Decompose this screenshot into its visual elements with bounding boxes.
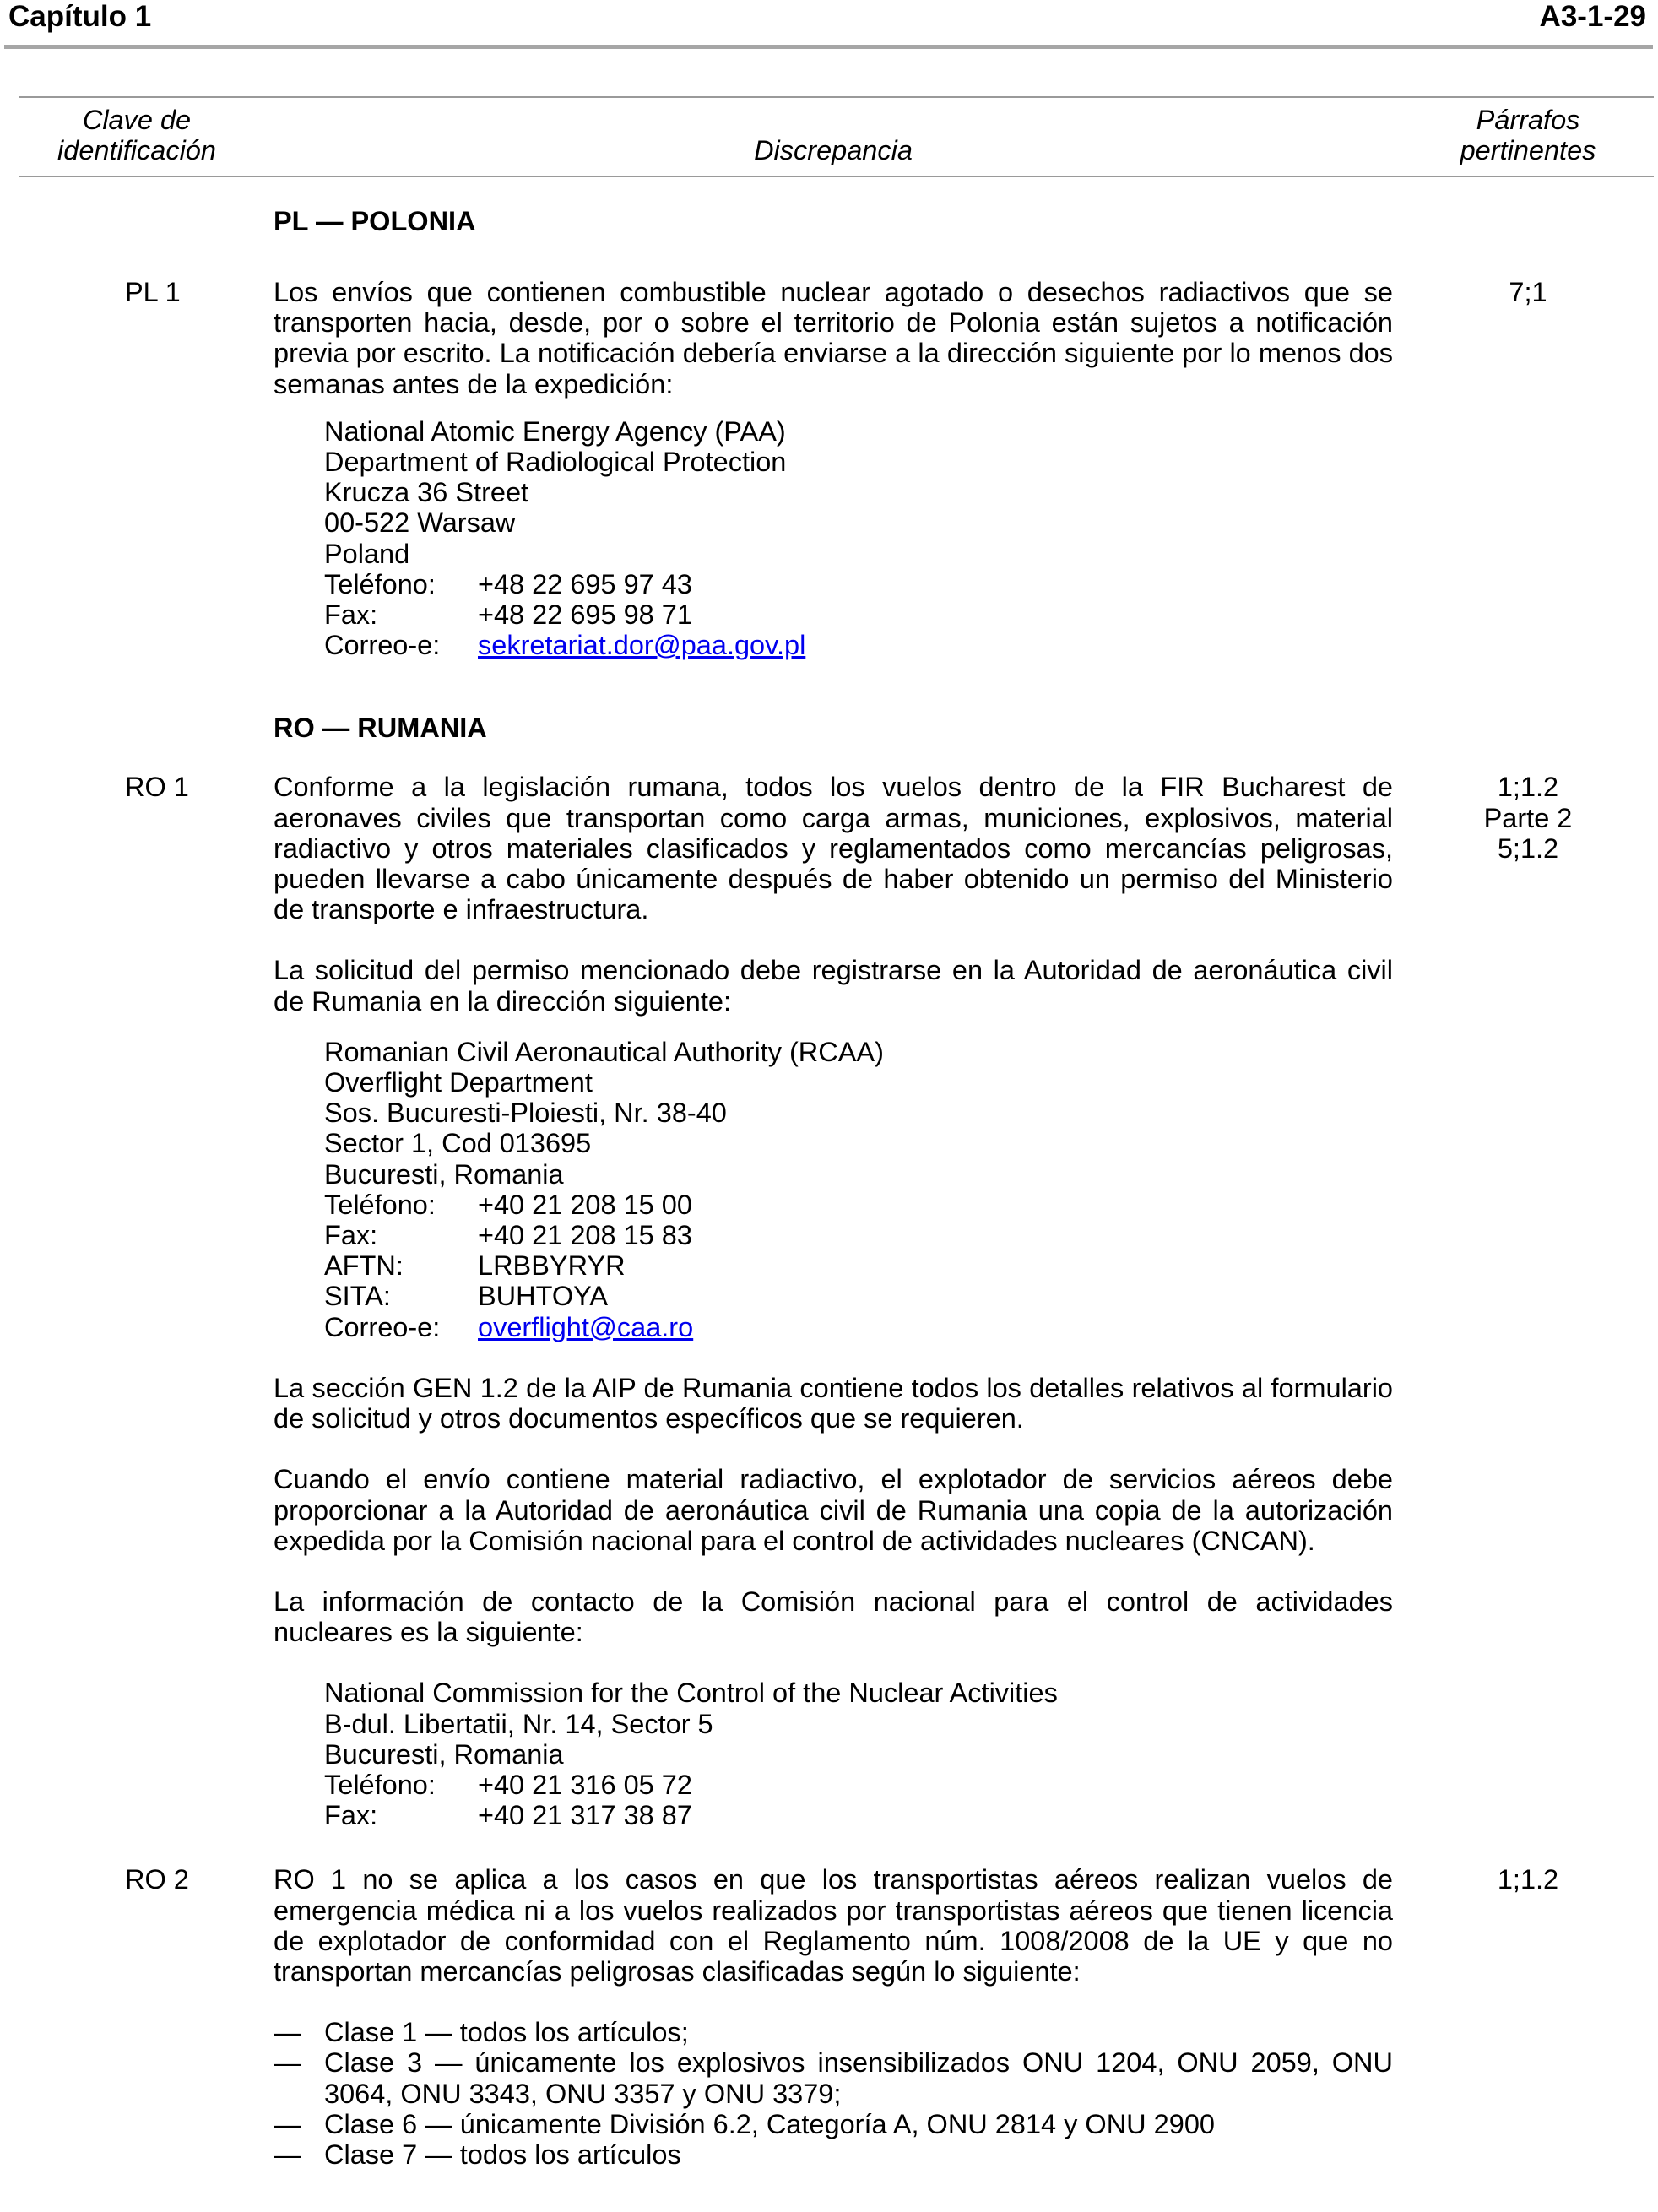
entry-paragraph: Los envíos que contienen combustible nuclear agotado o desechos radiactivos que se transporten hacia, desde, por o sobre el territorio de Polonia están sujetos a notificación previa por escrito. La notificación debería enviarse a la dirección siguiente por lo menos dos semanas antes de la expedición:	[274, 277, 1393, 399]
entry-paragraph: RO 1 no se aplica a los casos en que los transportistas aéreos realizan vuelos de emergencia médica ni a los vuelos realizados por transportistas aéreos que tienen licencia de explotador de conformidad con el Reglamento núm. 1008/2008 de la UE y que no transportan mercancías peligrosas clasificadas según lo siguiente:	[274, 1864, 1393, 1987]
page-header	[7, 0, 1648, 34]
entry-paragraphs: 1;1.2	[1497, 1864, 1559, 1895]
column-header-paragraphs: Párrafos pertinentes	[1460, 105, 1596, 165]
email-link[interactable]: sekretariat.dor@paa.gov.pl	[478, 630, 806, 661]
contact-fax: Fax: +48 22 695 98 71	[324, 599, 692, 631]
entry-body	[274, 772, 1393, 1830]
discrepancy-table	[0, 206, 1658, 2170]
entry-key: RO 1	[125, 772, 189, 803]
page-number: A3-1-29	[1539, 0, 1646, 33]
entry-key: RO 2	[125, 1864, 189, 1895]
table-header-top-rule	[19, 96, 1654, 98]
table-header-bottom-rule	[19, 176, 1654, 177]
dangerous-goods-list	[274, 2017, 1393, 2170]
entry-paragraphs: 1;1.2 Parte 2 5;1.2	[1483, 772, 1573, 864]
entry-body	[274, 277, 1393, 660]
contact-email: Correo-e: overflight@caa.ro	[324, 1311, 694, 1342]
chapter-title: Capítulo 1	[8, 0, 152, 33]
header-rule	[4, 45, 1653, 49]
address-block: National Atomic Energy Agency (PAA) Department of Radiological Protection Krucza 36 Street 00-522 Warsaw Poland Teléfono: +48 22 695 97 43 Fax: +48 22 695 98 71 Correo-e: sekretariat.dor@paa.gov.pl	[324, 416, 1393, 661]
column-header-key: Clave de identificación	[57, 105, 216, 165]
contact-phone: Teléfono: +40 21 316 05 72	[324, 1769, 692, 1800]
contact-phone: Teléfono: +40 21 208 15 00	[324, 1189, 692, 1220]
entry-key: PL 1	[125, 277, 181, 307]
country-heading-poland: PL — POLONIA	[274, 206, 476, 236]
country-heading-romania: RO — RUMANIA	[274, 713, 487, 744]
list-item: — Clase 6 — únicamente División 6.2, Categoría A, ONU 2814 y ONU 2900	[274, 2108, 1215, 2139]
entry-paragraph: La solicitud del permiso mencionado debe registrarse en la Autoridad de aeronáutica civil de Rumania en la dirección siguiente:	[274, 955, 1393, 1017]
list-item: — Clase 7 — todos los artículos	[274, 2139, 681, 2170]
contact-sita: SITA: BUHTOYA	[324, 1281, 609, 1312]
address-block: National Commission for the Control of the Nuclear Activities B-dul. Libertatii, Nr. 14, Sector 5 Bucuresti, Romania Teléfono: +40 21 316 05 72 Fax: +40 21 317 38 87	[324, 1678, 1393, 1830]
list-item: — Clase 1 — todos los artículos;	[274, 2017, 689, 2048]
entry-paragraph: Conforme a la legislación rumana, todos los vuelos dentro de la FIR Bucharest de aeronaves civiles que transportan como carga armas, municiones, explosivos, material radiactivo y otros materiales clasificados y reglamentados como mercancías peligrosas, pueden llevarse a cabo únicamente después de haber obtenido un permiso del Ministerio de transporte e infraestructura.	[274, 772, 1393, 925]
entry-paragraph: Cuando el envío contiene material radiactivo, el explotador de servicios aéreos debe proporcionar a la Autoridad de aeronáutica civil de Rumania una copia de la autorización expedida por la Comisión nacional para el control de actividades nucleares (CNCAN).	[274, 1464, 1393, 1556]
list-item: — Clase 3 — únicamente los explosivos insensibilizados ONU 1204, ONU 2059, ONU 3064, ONU 3343, ONU 3357 y ONU 3379;	[274, 2047, 1393, 2109]
contact-fax: Fax: +40 21 208 15 83	[324, 1220, 692, 1251]
entry-ro2	[0, 1864, 1658, 2170]
contact-phone: Teléfono: +48 22 695 97 43	[324, 568, 692, 599]
entry-pl1	[0, 277, 1658, 660]
entry-paragraph: La información de contacto de la Comisión nacional para el control de actividades nucleares es la siguiente:	[274, 1586, 1393, 1648]
contact-fax: Fax: +40 21 317 38 87	[324, 1800, 692, 1831]
entry-paragraph: La sección GEN 1.2 de la AIP de Rumania contiene todos los detalles relativos al formulario de solicitud y otros documentos específicos que se requieren.	[274, 1372, 1393, 1434]
address-block: Romanian Civil Aeronautical Authority (RCAA) Overflight Department Sos. Bucuresti-Ploiesti, Nr. 38-40 Sector 1, Cod 013695 Bucuresti, Romania Teléfono: +40 21 208 15 00 Fax: +40 21 208 15 83 AFTN: LRBBYRYR SITA: BUHTOYA Correo-e: overflight@caa.ro	[324, 1037, 1393, 1342]
column-header-discrepancy: Discrepancia	[754, 135, 913, 165]
entry-paragraphs: 7;1	[1509, 277, 1547, 307]
contact-aftn: AFTN: LRBBYRYR	[324, 1250, 626, 1282]
entry-body	[274, 1864, 1393, 2170]
entry-ro1	[0, 772, 1658, 1830]
email-link[interactable]: overflight@caa.ro	[478, 1311, 694, 1342]
contact-email: Correo-e: sekretariat.dor@paa.gov.pl	[324, 630, 806, 661]
